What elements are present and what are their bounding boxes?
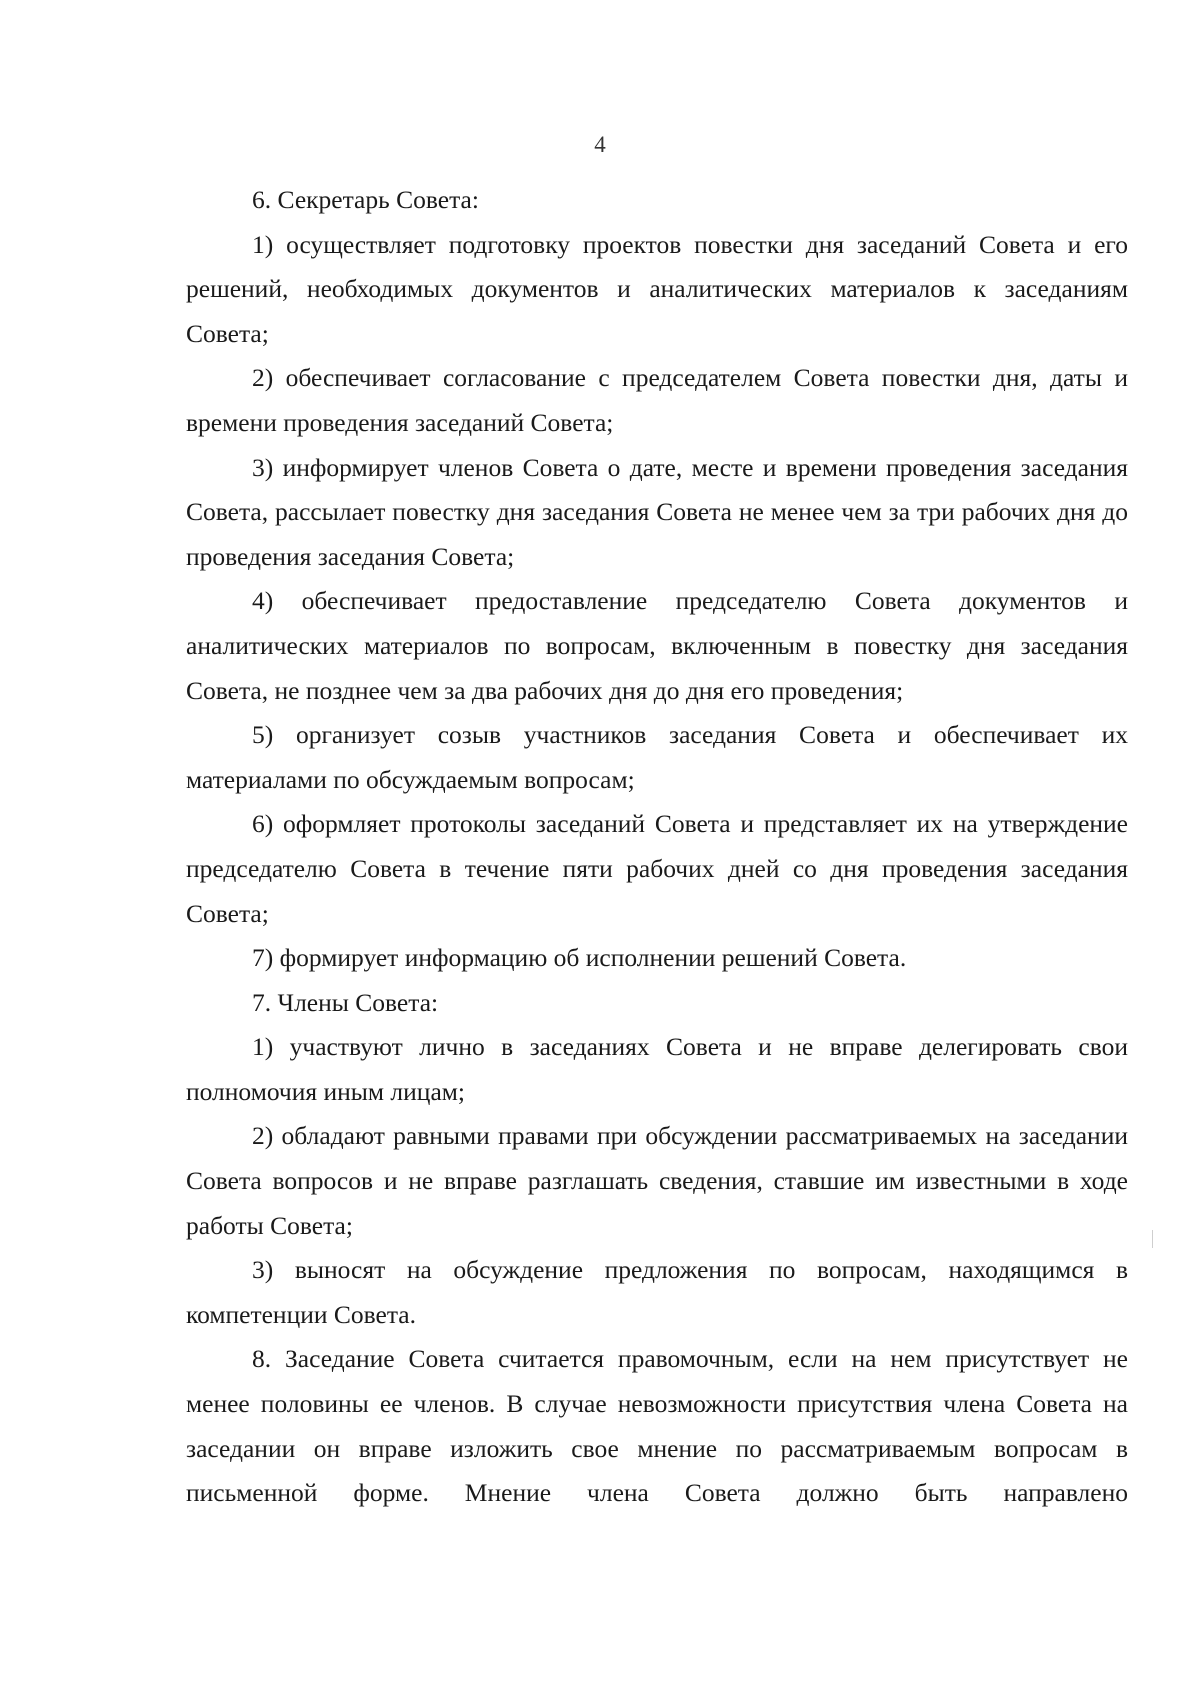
paragraph-quorum: 8. Заседание Совета считается правомочным, если на нем присутствует не менее половины ее членов. В случае невозможности присутствия члена Совета на заседании он вправе изложить свое мнение по рассматриваемым вопросам в письменной форме. Мнение члена Совета должно быть направлено [186,1344,1128,1508]
paragraph-secretary-item-2: 2) обеспечивает согласование с председателем Совета повестки дня, даты и времени проведения заседаний Совета; [186,363,1128,437]
paragraph-secretary-item-1: 1) осуществляет подготовку проектов повестки дня заседаний Совета и его решений, необходимых документов и аналитических материалов к заседаниям Совета; [186,229,1128,348]
paragraph-secretary-item-7: 7) формирует информацию об исполнении решений Совета. [252,943,907,973]
scan-artifact-line [1152,1230,1153,1248]
paragraph-members-item-1: 1) участвуют лично в заседаниях Совета и не вправе делегировать свои полномочия иным лицам; [186,1032,1128,1106]
document-body [186,178,1128,1516]
paragraph-secretary-item-4: 4) обеспечивает предоставление председателю Совета документов и аналитических материалов по вопросам, включенным в повестку дня заседания Совета, не позднее чем за два рабочих дня до дня его проведения; [186,586,1128,705]
section-heading-members: 7. Члены Совета: [252,987,439,1017]
paragraph-secretary-item-6: 6) оформляет протоколы заседаний Совета и представляет их на утверждение председателю Совета в течение пяти рабочих дней со дня проведения заседания Совета; [186,809,1128,928]
paragraph-secretary-item-3: 3) информирует членов Совета о дате, месте и времени проведения заседания Совета, рассылает повестку дня заседания Совета не менее чем за три рабочих дня до проведения заседания Совета; [186,452,1128,571]
paragraph-members-item-2: 2) обладают равными правами при обсуждении рассматриваемых на заседании Совета вопросов и не вправе разглашать сведения, ставшие им известными в ходе работы Совета; [186,1121,1128,1240]
paragraph-members-item-3: 3) выносят на обсуждение предложения по вопросам, находящимся в компетенции Совета. [186,1255,1128,1329]
section-heading-secretary: 6. Секретарь Совета: [252,185,479,214]
page-number: 4 [594,132,606,157]
paragraph-secretary-item-5: 5) организует созыв участников заседания Совета и обеспечивает их материалами по обсуждаемым вопросам; [186,720,1128,794]
